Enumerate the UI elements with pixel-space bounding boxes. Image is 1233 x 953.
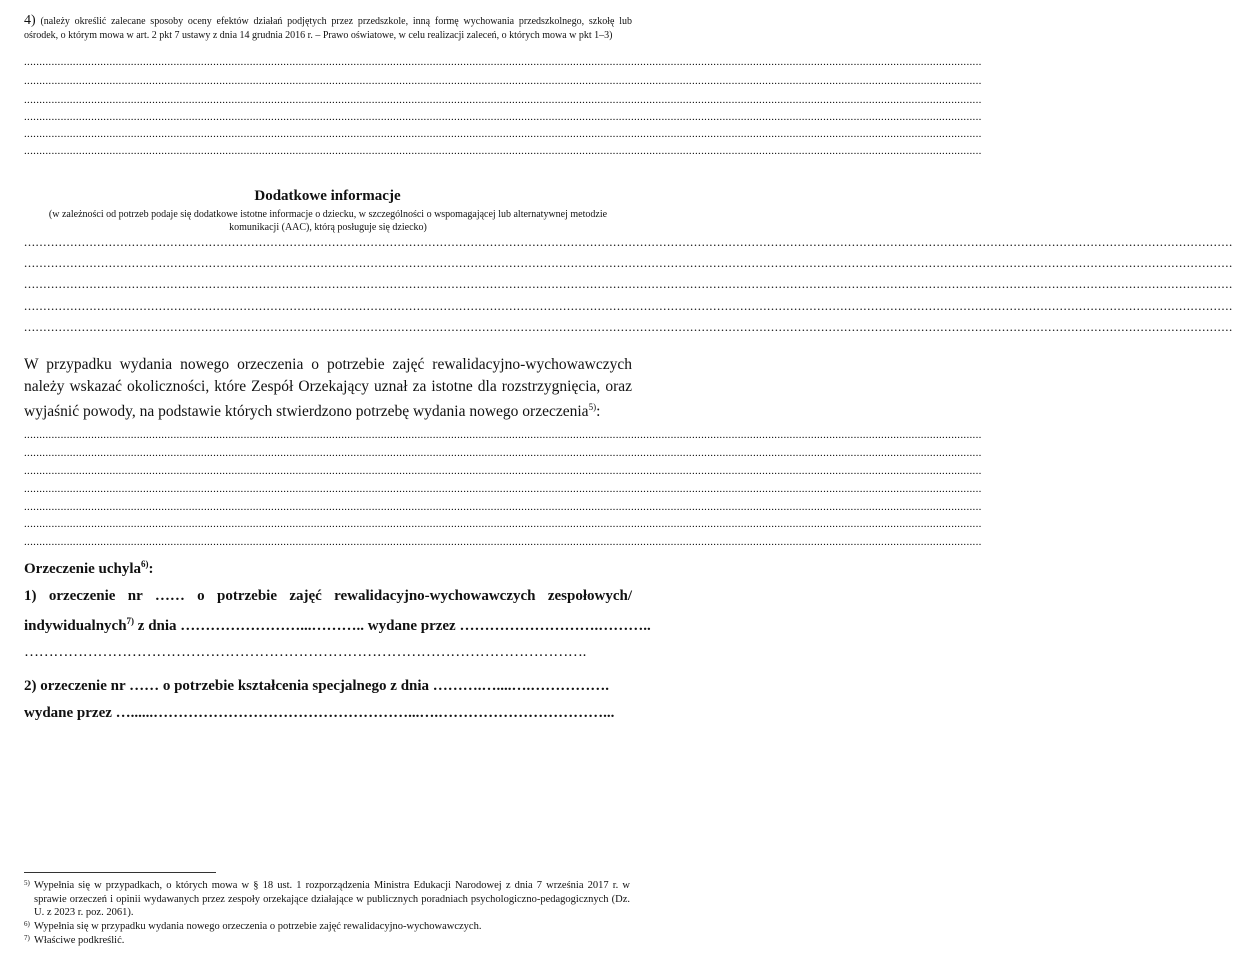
footnote-6 bbox=[24, 920, 630, 934]
repeal-heading-text: Orzeczenie uchyla bbox=[24, 561, 142, 577]
footnote-5-text: Wypełnia się w przypadkach, o których mowa w § 18 ust. 1 rozporządzenia Ministra Edukacji Narodowej z dnia 7 września 2017 r. w sprawie orzeczeń i opinii wydawanych przez zespoły orzekające działające w publicznych poradniach psychologiczno-pedagogicznych (Dz. U. z 2023 r. poz. 2061). bbox=[34, 880, 630, 918]
fill-line[interactable]: .......................................................................................................................................................................................................................................................................................................................... bbox=[24, 234, 1233, 249]
fill-line[interactable]: .......................................................................................................................................................................................................................................................................................................................... bbox=[24, 518, 982, 530]
additional-info-heading: Dodatkowe informacje bbox=[254, 188, 401, 204]
footnote-6-mark: 6) bbox=[24, 920, 30, 928]
fill-line[interactable]: .......................................................................................................................................................................................................................................................................................................................... bbox=[24, 94, 982, 106]
section-4-instruction bbox=[24, 14, 632, 42]
fill-line[interactable]: .......................................................................................................................................................................................................................................................................................................................... bbox=[24, 145, 982, 157]
repeal-item-1-line-3[interactable]: ……………………………………………………………………………………………………. bbox=[24, 644, 587, 660]
fill-line[interactable]: .......................................................................................................................................................................................................................................................................................................................... bbox=[24, 56, 982, 68]
fill-line[interactable]: .......................................................................................................................................................................................................................................................................................................................... bbox=[24, 111, 982, 123]
new-ruling-paragraph bbox=[24, 354, 632, 423]
repeal-item-1-line-2 bbox=[24, 616, 651, 635]
repeal-item-1-date-issuer[interactable]: z dnia ……………………...……….. wydane przez ……………………….……….. bbox=[134, 618, 651, 634]
fill-line[interactable]: .......................................................................................................................................................................................................................................................................................................................... bbox=[24, 483, 982, 495]
fill-line[interactable]: .......................................................................................................................................................................................................................................................................................................................... bbox=[24, 128, 982, 140]
additional-info-subtitle: (w zależności od potrzeb podaje się dodatkowe istotne informacje o dziecku, w szczególności o wspomagającej lub alternatywnej metodzie komunikacji (AAC), którą posługuje się dziecko) bbox=[48, 209, 608, 233]
footnote-ref-7: 7) bbox=[126, 616, 135, 626]
footnote-5 bbox=[24, 879, 630, 920]
footnote-separator bbox=[24, 872, 216, 873]
footnote-6-text: Wypełnia się w przypadku wydania nowego orzeczenia o potrzebie zajęć rewalidacyjno-wychowawczych. bbox=[34, 921, 482, 932]
footnote-ref-6: 6) bbox=[141, 559, 149, 569]
fill-line[interactable]: .......................................................................................................................................................................................................................................................................................................................... bbox=[24, 255, 1233, 270]
repeal-item-1-option: indywidualnych bbox=[24, 618, 127, 634]
repeal-item-2-line-2[interactable]: wydane przez …......……………………………………………...….……………………………... bbox=[24, 705, 615, 721]
fill-line[interactable]: .......................................................................................................................................................................................................................................................................................................................... bbox=[24, 536, 982, 548]
fill-line[interactable]: .......................................................................................................................................................................................................................................................................................................................... bbox=[24, 465, 982, 477]
repeal-item-2-line-1[interactable]: 2) orzeczenie nr …… o potrzebie kształcenia specjalnego z dnia ……….…....….……………. bbox=[24, 678, 610, 694]
footnote-ref-5: 5) bbox=[588, 402, 597, 412]
section-4-text: (należy określić zalecane sposoby oceny efektów działań podjętych przez przedszkole, inną formę wychowania przedszkolnego, szkołę lub ośrodek, o którym mowa w art. 2 pkt 7 ustawy z dnia 14 grudnia 2016 r. – Prawo oświatowe, w celu realizacji zaleceń, o których mowa w pkt 1–3) bbox=[24, 16, 633, 41]
footnote-7-text: Właściwe podkreślić. bbox=[34, 935, 125, 946]
fill-line[interactable]: .......................................................................................................................................................................................................................................................................................................................... bbox=[24, 276, 1233, 291]
fill-line[interactable]: .......................................................................................................................................................................................................................................................................................................................... bbox=[24, 319, 1233, 334]
fill-line[interactable]: .......................................................................................................................................................................................................................................................................................................................... bbox=[24, 298, 1233, 313]
fill-line[interactable]: .......................................................................................................................................................................................................................................................................................................................... bbox=[24, 75, 982, 87]
fill-line[interactable]: .......................................................................................................................................................................................................................................................................................................................... bbox=[24, 447, 982, 459]
new-ruling-colon: : bbox=[596, 403, 601, 421]
repeal-item-1-line-1: 1) orzeczenie nr …… o potrzebie zajęć rewalidacyjno-wychowawczych zespołowych/ bbox=[24, 588, 632, 604]
footnote-5-mark: 5) bbox=[24, 879, 30, 887]
repeal-heading bbox=[24, 559, 154, 578]
footnote-7 bbox=[24, 934, 630, 948]
new-ruling-text: W przypadku wydania nowego orzeczenia o potrzebie zajęć rewalidacyjno-wychowawczych należy wskazać okoliczności, które Zespół Orzekający uznał za istotne dla rozstrzygnięcia, oraz wyjaśnić powody, na podstawie których stwierdzono potrzebę wydania nowego orzeczenia bbox=[24, 356, 632, 421]
fill-line[interactable]: .......................................................................................................................................................................................................................................................................................................................... bbox=[24, 501, 982, 513]
repeal-heading-colon: : bbox=[148, 561, 154, 577]
section-4-number: 4) bbox=[24, 13, 36, 28]
footnote-7-mark: 7) bbox=[24, 934, 30, 942]
fill-line[interactable]: .......................................................................................................................................................................................................................................................................................................................... bbox=[24, 429, 982, 441]
